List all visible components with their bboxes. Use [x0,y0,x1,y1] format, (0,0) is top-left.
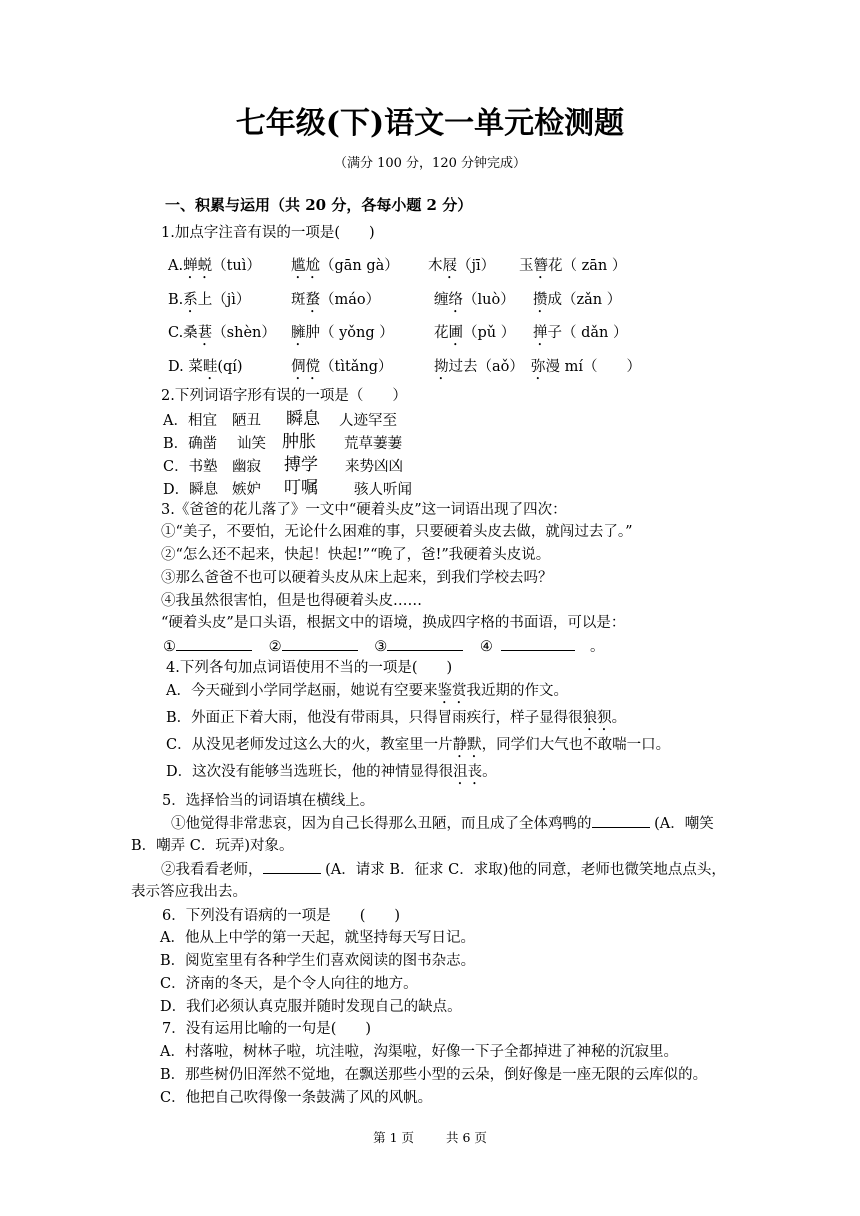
q1-c-4: 掸子（ dǎn ） [533,325,628,341]
q2-a-4: 人迹罕至 [339,413,397,429]
question-7-stem: 7．没有运用比喻的一句是( ) [162,1021,372,1037]
q3-blank-1[interactable] [176,636,252,651]
q2-b-3: 肿胀 [282,432,316,452]
q4-option-b: B．外面正下着大雨，他没有带雨具，只得冒雨疾行，样子显得很狼狈。 [166,710,627,726]
q2-a-3: 瞬息 [286,409,320,429]
q7-option-b: B．那些树仍旧浑然不觉地，在飘送那些小型的云朵，倒好像是一座无限的云库似的。 [160,1067,708,1083]
q3-item-3: ③那么爸爸不也可以硬着头皮从床上起来，到我们学校去吗？ [161,570,553,586]
q5-line-1-cont: B．嘲弄 C．玩弄)对象。 [131,838,294,854]
q3-prompt: “硬着头皮”是口头语，根据文中的语境，换成四字格的书面语，可以是： [161,615,626,631]
page-footer [0,1128,860,1146]
question-3-stem: 3.《爸爸的花儿落了》一文中“硬着头皮”这一词语出现了四次： [161,502,567,518]
page-title: 七年级(下)语文一单元检测题 [235,106,625,141]
q3-blank-2[interactable] [282,636,358,651]
q3-item-2: ②“怎么还不起来，快起！快起!”“晚了，爸!”我硬着头皮说。 [161,547,551,563]
section-heading: 一、积累与运用（共 20 分，各每小题 2 分） [165,196,473,214]
q3-blank-4[interactable] [501,636,575,651]
q5-line-2-cont: 表示答应我出去。 [131,884,247,900]
q1-d-2: 倜傥（tìtǎng） [291,359,393,375]
q2-d-3: 叮嘱 [284,478,318,498]
q4-option-d: D．这次没有能够当选班长，他的神情显得很沮丧。 [166,764,497,780]
q5-blank-1[interactable] [592,813,650,828]
q3-blank-3[interactable] [387,636,463,651]
q1-b-2: 斑蝥（máo） [291,292,381,308]
q2-d-1: D．瞬息 [163,482,219,498]
q3-item-1: ①“美子，不要怕，无论什么困难的事，只要硬着头皮去做，就闯过去了。” [161,524,633,540]
q2-c-3: 搏学 [284,455,318,475]
q4-option-a: A．今天碰到小学同学赵丽，她说有空要来鉴赏我近期的作文。 [166,683,568,699]
question-5-stem: 5．选择恰当的词语填在横线上。 [162,793,375,809]
q2-c-4: 来势凶凶 [345,459,403,475]
q1-c-3: 花圃（pǔ ） [434,325,516,341]
q3-blank-label-4: ④ [479,639,493,655]
q3-item-4: ④我虽然很害怕，但是也得硬着头皮…… [161,593,422,609]
page-subtitle: （满分 100 分，120 分钟完成） [333,156,527,171]
q2-a-2: 陋丑 [232,413,261,429]
q1-b-3: 缠络（luò） [434,292,515,308]
q2-d-2: 嫉妒 [232,482,261,498]
q1-d-4: 弥漫 mí（ ） [531,359,641,375]
q2-a-1: A．相宜 [163,413,217,429]
q1-a-4: 玉簪花（ zān ） [519,258,627,274]
q7-option-a: A．村落啦，树林子啦，坑洼啦，沟渠啦，好像一下子全都掉进了神秘的沉寂里。 [160,1044,678,1060]
question-2-stem: 2.下列词语字形有误的一项是（ ） [161,388,407,404]
q1-c-1: C.桑葚（shèn） [168,325,276,341]
q3-blank-label-3: ③ [374,639,388,655]
q2-c-1: C．书塾 [163,459,218,475]
q2-b-1: B．确凿 [163,436,218,452]
q6-option-d: D．我们必须认真克服并随时发现自己的缺点。 [160,999,462,1015]
question-6-stem: 6．下列没有语病的一项是 ( ) [162,908,401,924]
q1-d-3: 拗过去（aǒ） [434,359,524,375]
q3-blank-label-2: ② [268,639,282,655]
q7-option-c: C．他把自己吹得像一条鼓满了风的风帆。 [160,1090,433,1106]
question-4-stem: 4.下列各句加点词语使用不当的一项是( ) [166,660,453,676]
q4-option-c: C．从没见老师发过这么大的火，教室里一片静默，同学们大气也不敢喘一口。 [166,737,671,753]
q5-line-1: ①他觉得非常悲哀，因为自己长得那么丑陋，而且成了全体鸡鸭的 (A．嘲笑 [171,813,714,834]
q1-a-1: A.蝉蜕（tuì） [168,258,261,274]
q5-blank-2[interactable] [263,859,321,874]
q2-b-2: 讪笑 [237,436,266,452]
q6-option-b: B．阅览室里有各种学生们喜欢阅读的图书杂志。 [160,953,476,969]
q6-option-a: A．他从上中学的第一天起，就坚持每天写日记。 [160,930,475,946]
q6-option-c: C．济南的冬天，是个令人向往的地方。 [160,976,418,992]
q1-a-2: 尴尬（gān gà） [291,258,399,274]
q1-a-3: 木屐（jī） [428,258,496,274]
page-total: 共 6 页 [445,1130,487,1145]
q1-d-1: D. 菜畦(qí) [168,359,243,375]
q1-b-4: 攒成（zǎn ） [533,292,622,308]
q3-answer-line [163,636,605,657]
q3-blank-label-1: ① [163,639,176,655]
q2-b-4: 荒草萋萋 [344,436,402,452]
q1-b-1: B.系上（jì） [168,292,251,308]
page-number: 第 1 页 [373,1130,414,1145]
q1-c-2: 臃肿（ yǒng ） [291,325,394,341]
q3-end: 。 [590,639,605,655]
q2-d-4: 骇人听闻 [354,482,412,498]
q2-c-2: 幽寂 [232,459,261,475]
question-1-stem: 1.加点字注音有误的一项是( ) [161,225,375,241]
q5-line-2: ②我看看老师， (A．请求 B．征求 C．求取)他的同意，老师也微笑地点点头， [161,859,726,880]
